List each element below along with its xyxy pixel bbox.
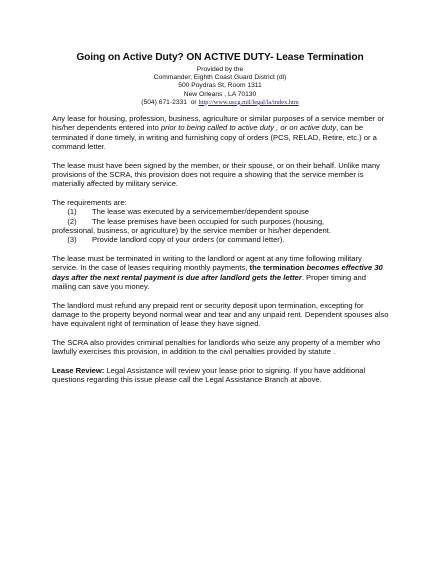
- requirement-number: (3): [67, 235, 77, 245]
- document-body: [52, 114, 390, 393]
- requirements-intro: The requirements are:: [52, 197, 127, 207]
- termination-text-end: . Proper timing and mailing can save you money.: [52, 272, 366, 292]
- or-text: or: [190, 98, 197, 106]
- requirement-continuation: professional, business, or agriculture) by the service member or his/her dependent.: [52, 226, 331, 236]
- phone-number: (504) 671-2331: [141, 98, 187, 106]
- requirement-text: The lease premises have been occupied for such purposes (housing,: [92, 216, 325, 226]
- eligibility-italic: prior to being called to active duty , or on active duty: [160, 123, 337, 133]
- page-title: Going on Active Duty? ON ACTIVE DUTY- Lease Termination: [76, 52, 364, 63]
- contact-line: [0, 99, 440, 107]
- termination-bold: the termination: [249, 263, 307, 273]
- paragraph-signature: The lease must have been signed by the member, or their spouse, or on their behalf. Unlike many provisions of the SCRA, this provision does not require a showing that the service member is materially affected by military service.: [52, 160, 380, 189]
- eligibility-text-end: , can be terminated if done timely, in writing and furnishing copy of orders (PCS, RELAD, Retire, etc.) or a command letter.: [52, 123, 377, 152]
- termination-bold-italic: becomes effective 30 days after the next rental payment is due after landlord gets the letter: [52, 263, 383, 282]
- city-address: New Orleans , LA 70130: [183, 90, 257, 98]
- lease-review-label: Lease Review:: [52, 365, 105, 375]
- provided-by: Provided by the: [196, 66, 244, 73]
- requirement-item: [52, 207, 390, 216]
- organization: Commander, Eighth Coast Guard District (dl): [153, 74, 287, 82]
- requirement-number: (1): [67, 207, 77, 217]
- paragraph-refund: The landlord must refund any prepaid rent or security deposit upon termination, excepting for damage to the property beyond normal wear and tear and any unpaid rent. Dependent spouses also have equivalent right of termination of lease they have signed.: [52, 300, 389, 329]
- paragraph-lease-review: [52, 366, 390, 385]
- street-address: 500 Poydras St, Room 1311: [178, 82, 262, 90]
- website-link[interactable]: http://www.uscg.mil/legal/la/index.htm: [198, 98, 299, 106]
- termination-text: The lease must be terminated in writing to the landlord or agent at any time following military service. In the case of leases requiring monthly payments,: [52, 253, 362, 273]
- paragraph-termination: [52, 254, 390, 292]
- lease-review-text: Legal Assistance will review your lease prior to signing. If you have additional questions regarding this issue please call the Legal Assistance Branch at above.: [52, 365, 366, 384]
- requirement-text: The lease was executed by a servicemember/dependent spouse: [92, 207, 309, 217]
- requirement-text: Provide landlord copy of your orders (or command letter).: [92, 235, 285, 245]
- requirement-item: [52, 235, 390, 244]
- paragraph-penalties: The SCRA also provides criminal penalties for landlords who seize any property of a member who lawfully exercises this provision, in addition to the civil penalties provided by statute .: [52, 337, 381, 357]
- eligibility-text: Any lease for housing, profession, business, agriculture or similar purposes of a service member or his/her dependents entered into: [52, 114, 385, 133]
- address-block: [0, 66, 440, 107]
- requirements-section: [52, 198, 390, 245]
- requirement-item: [52, 217, 390, 226]
- requirement-number: (2): [67, 216, 77, 226]
- paragraph-eligibility: [52, 114, 390, 152]
